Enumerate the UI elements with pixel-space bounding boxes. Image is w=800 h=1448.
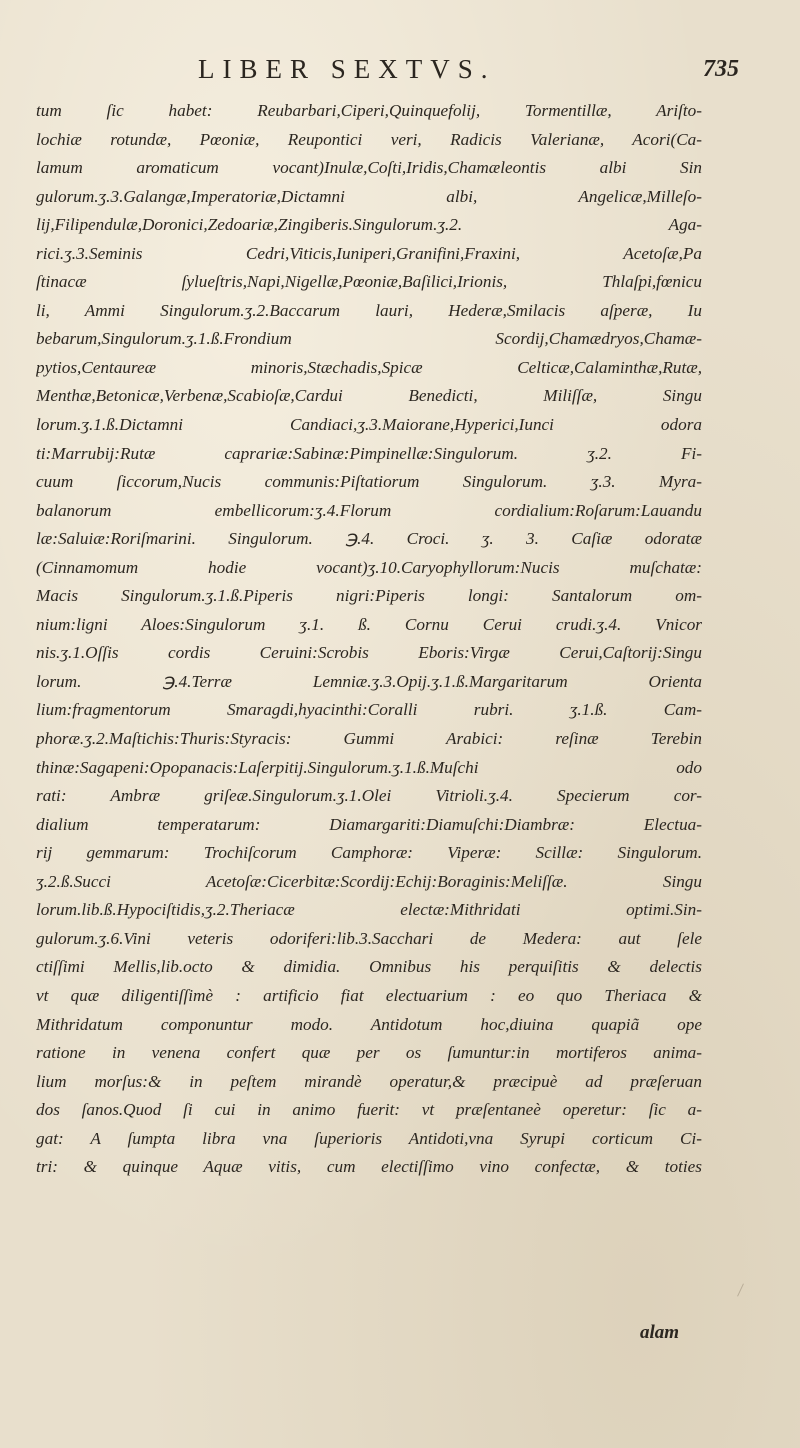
text-line: gat: A ſumpta libra vna ſuperioris Antidoti,vna Syrupi corticum Ci-	[36, 1128, 702, 1148]
text-line: dos ſanos.Quod ſi cui in animo fuerit: vt præſentaneè operetur: ſic a-	[36, 1100, 702, 1120]
text-line: lamum aromaticum vocant)Inulæ,Coſti,Iridis,Chamæleontis albi Sin	[36, 158, 702, 178]
text-line: tum ſic habet: Reubarbari,Ciperi,Quinquefolij, Tormentillæ, Ariſto-	[36, 101, 702, 120]
text-line: gulorum.ʒ.3.Galangæ,Imperatoriæ,Dictamni albi, Angelicæ,Milleſo-	[36, 186, 702, 206]
text-line: lium:fragmentorum Smaragdi,hyacinthi:Coralli rubri. ʒ.1.ß. Cam-	[36, 700, 702, 720]
text-line: lorum.ʒ.1.ß.Dictamni Candiaci,ʒ.3.Maiorane,Hyperici,Iunci odora	[36, 415, 702, 435]
text-line: ctiſſimi Mellis,lib.octo & dimidia. Omnibus his perquiſitis & delectis	[36, 957, 702, 977]
text-line: Mithridatum componuntur modo. Antidotum hoc,diuina quapiã ope	[36, 1014, 702, 1034]
text-line: pytios,Centaureæ minoris,Stæchadis,Spicæ Celticæ,Calaminthæ,Rutæ,	[36, 357, 702, 377]
text-line: cuum ſiccorum,Nucis communis:Piſtatiorum Singulorum. ʒ.3. Myra-	[36, 472, 702, 492]
text-line: nium:ligni Aloes:Singulorum ʒ.1. ß. Cornu Cerui crudi.ʒ.4. Vnicor	[36, 614, 702, 634]
page-header	[0, 50, 800, 90]
text-line: li, Ammi Singulorum.ʒ.2.Baccarum lauri, Hederæ,Smilacis aſperæ, Iu	[36, 300, 702, 320]
text-line: thinæ:Sagapeni:Opopanacis:Laſerpitij.Singulorum.ʒ.1.ß.Muſchi odo	[36, 757, 702, 777]
text-line: nis.ʒ.1.Oſſis cordis Ceruini:Scrobis Eboris:Virgæ Cerui,Caſtorij:Singu	[36, 643, 702, 663]
text-line: ſtinacæ ſylueſtris,Napi,Nigellæ,Pœoniæ,Baſilici,Irionis, Thlaſpi,fœnicu	[36, 272, 702, 292]
text-line: lorum. ℈.4.Terræ Lemniæ.ʒ.3.Opij.ʒ.1.ß.Margaritarum Orienta	[36, 671, 702, 691]
text-line: balanorum embellicorum:ʒ.4.Florum cordialium:Roſarum:Lauandu	[36, 500, 702, 520]
body-text	[36, 97, 702, 1182]
text-line: Menthæ,Betonicæ,Verbenæ,Scabioſæ,Cardui Benedicti, Miliſſæ, Singu	[36, 386, 702, 406]
text-line: (Cinnamomum hodie vocant)ʒ.10.Caryophyllorum:Nucis muſchatæ:	[36, 557, 702, 577]
text-line: rati: Ambræ griſeæ.Singulorum.ʒ.1.Olei Vitrioli.ʒ.4. Specierum cor-	[36, 786, 702, 806]
text-line: Macis Singulorum.ʒ.1.ß.Piperis nigri:Piperis longi: Santalorum om-	[36, 586, 702, 606]
text-line: phoræ.ʒ.2.Maſtichis:Thuris:Styracis: Gummi Arabici: reſinæ Terebin	[36, 729, 702, 749]
text-line: lorum.lib.ß.Hypociſtidis,ʒ.2.Theriacæ electæ:Mithridati optimi.Sin-	[36, 900, 702, 920]
text-line: ti:Marrubij:Rutæ caprariæ:Sabinæ:Pimpinellæ:Singulorum. ʒ.2. Fi-	[36, 443, 702, 463]
text-line: bebarum,Singulorum.ʒ.1.ß.Frondium Scordij,Chamædryos,Chamæ-	[36, 329, 702, 349]
text-line: ʒ.2.ß.Succi Acetoſæ:Cicerbitæ:Scordij:Echij:Boraginis:Meliſſæ. Singu	[36, 871, 702, 891]
text-line: rij gemmarum: Trochiſcorum Camphoræ: Viperæ: Scillæ: Singulorum.	[36, 843, 702, 863]
text-line: lium morſus:& in peſtem mirandè operatur,& præcipuè ad præſeruan	[36, 1071, 702, 1091]
text-line: læ:Saluiæ:Roriſmarini. Singulorum. ℈.4. Croci. ʒ. 3. Caſiæ odoratæ	[36, 529, 702, 549]
text-line: gulorum.ʒ.6.Vini veteris odoriferi:lib.3.Sacchari de Medera: aut ſele	[36, 928, 702, 948]
text-line: lochiæ rotundæ, Pœoniæ, Reupontici veri, Radicis Valerianæ, Acori(Ca-	[36, 129, 702, 149]
ink-mark	[737, 1283, 744, 1296]
text-line: lij,Filipendulæ,Doronici,Zedoariæ,Zingiberis.Singulorum.ʒ.2. Aga-	[36, 215, 702, 235]
text-line: dialium temperatarum: Diamargariti:Diamuſchi:Diambræ: Electua-	[36, 814, 702, 834]
text-line: tri: & quinque Aquæ vitis, cum electiſſimo vino confectæ, & toties	[36, 1157, 702, 1177]
text-line: rici.ʒ.3.Seminis Cedri,Viticis,Iuniperi,Granifini,Fraxini, Acetoſæ,Pa	[36, 243, 702, 263]
text-line: vt quæ diligentiſſimè : artificio fiat electuarium : eo quo Theriaca &	[36, 985, 702, 1005]
page-number: 735	[703, 56, 739, 82]
catchword: alam	[640, 1322, 680, 1343]
running-head: LIBER SEXTVS.	[198, 54, 496, 84]
text-line: ratione in venena confert quæ per os ſumuntur:in mortiferos anima-	[36, 1043, 702, 1063]
